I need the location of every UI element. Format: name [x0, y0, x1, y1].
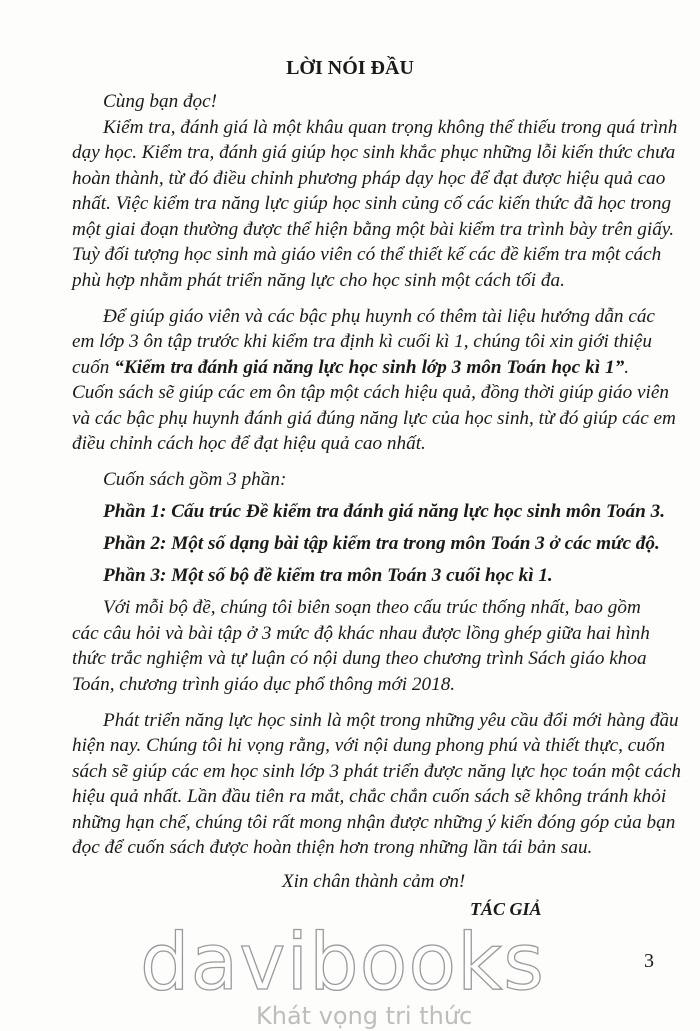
- text-line: [72, 141, 676, 164]
- text-segment: Phần 3: Một số bộ đề kiểm tra môn Toán 3 cuối học kì 1.: [103, 565, 553, 586]
- text-segment: thức trắc nghiệm và tự luận có nội dung theo chương trình Sách giáo khoa: [72, 648, 647, 669]
- text-segment: một giai đoạn thường được thể hiện bằng một bài kiểm tra trình bày trên giấy.: [72, 218, 675, 240]
- text-line: [72, 836, 629, 859]
- text-segment: phù hợp nhằm phát triển năng lực cho học sinh một cách tối đa.: [72, 269, 565, 291]
- text-line: [103, 596, 641, 619]
- text-segment: những hạn chế, chúng tôi rất mong nhận được những ý kiến đóng góp của bạn: [72, 811, 676, 833]
- text-segment: Phần 1: Cấu trúc Đề kiểm tra đánh giá năng lực học sinh môn Toán 3.: [103, 501, 666, 522]
- page-number: 3: [644, 950, 654, 972]
- text-segment: .: [624, 356, 629, 378]
- text-segment: Tuỳ đối tượng học sinh mà giáo viên có thể thiết kế các đề kiểm tra một cách: [72, 244, 662, 265]
- text-segment: dạy học. Kiểm tra, đánh giá giúp học sinh khắc phục những lỗi kiến thức chưa: [72, 142, 676, 163]
- text-line: [72, 622, 650, 645]
- text-line: [72, 381, 669, 404]
- text-line: [72, 192, 672, 215]
- text-line: [103, 709, 679, 732]
- text-line: [103, 90, 629, 113]
- text-segment: em lớp 3 ôn tập trước khi kiểm tra định kì cuối kì 1, chúng tôi xin giới thiệu: [72, 331, 652, 352]
- text-line: [72, 218, 675, 241]
- text-segment: điều chỉnh cách học để đạt hiệu quả cao nhất.: [72, 433, 426, 454]
- book-title: “Kiểm tra đánh giá năng lực học sinh lớp 3 môn Toán học kì 1”: [114, 356, 625, 378]
- author-signature: TÁC GIẢ: [470, 899, 542, 919]
- text-line: [103, 305, 655, 328]
- text-line: [103, 468, 629, 491]
- page-title: LỜI NÓI ĐẦU: [286, 57, 414, 79]
- text-segment: Cuốn sách sẽ giúp các em ôn tập một cách hiệu quả, đồng thời giúp giáo viên: [72, 382, 669, 403]
- text-line: [103, 116, 678, 139]
- text-segment: cuốn: [72, 356, 115, 378]
- text-segment: Toán, chương trình giáo dục phổ thông mới 2018.: [72, 673, 456, 695]
- text-line: [72, 243, 662, 266]
- watermark-slogan: Khát vọng tri thức: [256, 1002, 473, 1030]
- text-line: [72, 432, 629, 455]
- text-line: [72, 811, 676, 834]
- text-segment: Phần 2: Một số dạng bài tập kiểm tra trong môn Toán 3 ở các mức độ.: [103, 533, 660, 554]
- text-line: [72, 760, 681, 783]
- text-segment: Với mỗi bộ đề, chúng tôi biên soạn theo cấu trúc thống nhất, bao gồm: [103, 597, 641, 618]
- text-line: [72, 407, 676, 430]
- text-segment: Phát triển năng lực học sinh là một trong những yêu cầu đổi mới hàng đầu: [103, 709, 679, 731]
- text-segment: Để giúp giáo viên và các bậc phụ huynh có thêm tài liệu hướng dẫn các: [103, 305, 655, 327]
- text-segment: các câu hỏi và bài tập ở 3 mức độ khác nhau được lồng ghép giữa hai hình: [72, 622, 650, 644]
- text-segment: hoàn thành, từ đó điều chỉnh phương pháp dạy học để đạt được hiệu quả cao: [72, 167, 666, 189]
- text-line: [72, 785, 667, 808]
- text-segment: nhất. Việc kiểm tra năng lực giúp học sinh củng cố các kiến thức đã học trong: [72, 193, 672, 214]
- text-line: [72, 647, 647, 670]
- text-line: [103, 500, 666, 523]
- text-line: [72, 356, 629, 379]
- text-line: [72, 673, 629, 696]
- text-segment: Kiểm tra, đánh giá là một khâu quan trọng không thể thiếu trong quá trình: [103, 116, 678, 138]
- text-segment: và các bậc phụ huynh đánh giá đúng năng lực của học sinh, từ đó giúp các em: [72, 407, 676, 429]
- text-segment: Cùng bạn đọc!: [103, 91, 218, 112]
- text-line: [72, 167, 666, 190]
- watermark-logo: davibooks: [140, 918, 545, 1008]
- text-segment: sách sẽ giúp các em học sinh lớp 3 phát triển được năng lực học toán một cách: [72, 760, 681, 782]
- text-line: [103, 532, 660, 555]
- closing-line: Xin chân thành cảm ơn!: [282, 871, 466, 892]
- text-segment: Cuốn sách gồm 3 phần:: [103, 469, 287, 490]
- text-line: [103, 564, 629, 587]
- text-segment: hiệu quả nhất. Lần đầu tiên ra mắt, chắc chắn cuốn sách sẽ không tránh khỏi: [72, 786, 667, 807]
- text-line: [72, 330, 652, 353]
- text-segment: đọc để cuốn sách được hoàn thiện hơn trong những lần tái bản sau.: [72, 837, 593, 858]
- text-line: [72, 734, 666, 757]
- text-line: [72, 269, 629, 292]
- text-segment: hiện nay. Chúng tôi hi vọng rằng, với nội dung phong phú và thiết thực, cuốn: [72, 735, 666, 756]
